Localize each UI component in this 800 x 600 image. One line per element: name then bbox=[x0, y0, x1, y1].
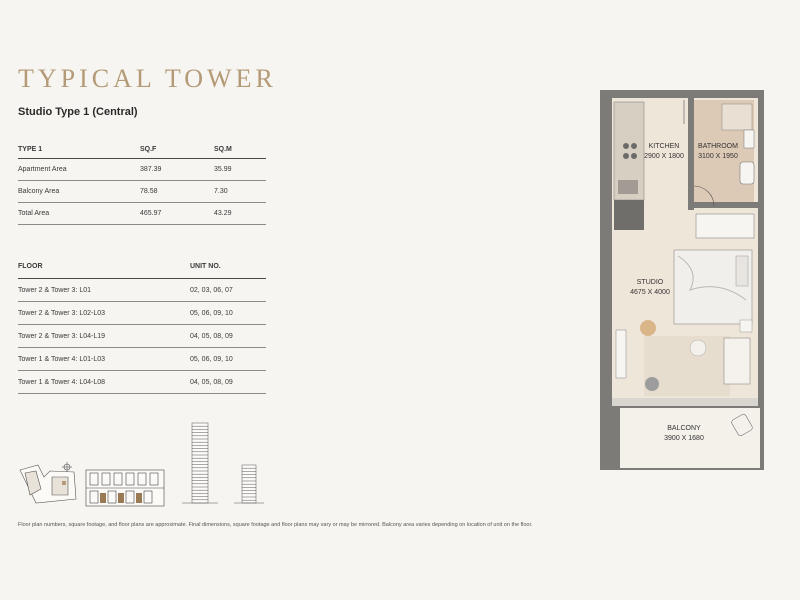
ottoman bbox=[645, 377, 659, 391]
toilet bbox=[740, 162, 754, 184]
bathroom-dims: 3100 X 1950 bbox=[698, 153, 738, 160]
hob-icon bbox=[623, 153, 629, 159]
site-key-plan bbox=[20, 462, 76, 503]
hob-icon bbox=[631, 143, 637, 149]
kitchen-sink bbox=[618, 180, 638, 194]
floor-cell: Tower 2 & Tower 3: L04-L19 bbox=[18, 325, 190, 348]
hob-icon bbox=[623, 143, 629, 149]
sofa bbox=[724, 338, 750, 384]
area-header-type: TYPE 1 bbox=[18, 140, 140, 159]
vanity bbox=[744, 130, 754, 148]
area-label: Apartment Area bbox=[18, 159, 140, 181]
table-row bbox=[18, 181, 266, 203]
area-header-sqf: SQ.F bbox=[140, 140, 214, 159]
tv-unit bbox=[616, 330, 626, 378]
kitchen-label: KITCHEN bbox=[648, 143, 680, 150]
table-row bbox=[18, 371, 266, 394]
area-sqm: 35.99 bbox=[214, 159, 266, 181]
balcony-label: BALCONY bbox=[667, 425, 701, 432]
unit-cell: 02, 03, 06, 07 bbox=[190, 279, 266, 302]
area-sqf: 465.97 bbox=[140, 203, 214, 225]
area-sqf: 78.58 bbox=[140, 181, 214, 203]
studio-dims: 4675 X 4000 bbox=[630, 289, 670, 296]
table-row bbox=[18, 302, 266, 325]
unit-cell: 05, 06, 09, 10 bbox=[190, 348, 266, 371]
armchair bbox=[690, 340, 706, 356]
area-sqf: 387.39 bbox=[140, 159, 214, 181]
side-table bbox=[640, 320, 656, 336]
bathroom-label: BATHROOM bbox=[698, 143, 738, 150]
floor-header: FLOOR bbox=[18, 254, 190, 279]
entrance-opening bbox=[644, 98, 678, 101]
area-table bbox=[18, 140, 266, 225]
floor-cell: Tower 2 & Tower 3: L02-L03 bbox=[18, 302, 190, 325]
studio-label: STUDIO bbox=[636, 279, 664, 286]
area-label: Balcony Area bbox=[18, 181, 140, 203]
floor-cell: Tower 2 & Tower 3: L01 bbox=[18, 279, 190, 302]
shower bbox=[722, 104, 752, 130]
wardrobe bbox=[696, 214, 754, 238]
nightstand bbox=[740, 320, 752, 332]
bathroom-wall bbox=[688, 202, 758, 208]
area-header-sqm: SQ.M bbox=[214, 140, 266, 159]
studio-floor-plan bbox=[600, 90, 764, 470]
unit-cell: 04, 05, 08, 09 bbox=[190, 371, 266, 394]
table-row bbox=[18, 159, 266, 181]
area-sqm: 43.29 bbox=[214, 203, 266, 225]
floor-table-header bbox=[18, 254, 266, 279]
unit-cell: 05, 06, 09, 10 bbox=[190, 302, 266, 325]
page-title: TYPICAL TOWER bbox=[18, 64, 277, 93]
building-key-plan bbox=[86, 470, 164, 506]
bathroom-wall bbox=[688, 98, 694, 210]
disclaimer-note: Floor plan numbers, square footage, and floor plans are approximate. Final dimensions, square footage and floor plans may vary or may be mirrored. Balcony area varies depending on location of unit on the floor. bbox=[18, 522, 533, 528]
floor-unit-table bbox=[18, 254, 266, 394]
floor-cell: Tower 1 & Tower 4: L01-L03 bbox=[18, 348, 190, 371]
unit-no-header: UNIT NO. bbox=[190, 254, 266, 279]
table-row bbox=[18, 203, 266, 225]
area-table-header bbox=[18, 140, 266, 159]
table-row bbox=[18, 279, 266, 302]
pillow bbox=[736, 256, 748, 286]
balcony-dims: 3900 X 1680 bbox=[664, 435, 704, 442]
area-sqm: 7.30 bbox=[214, 181, 266, 203]
kitchen-dims: 2900 X 1800 bbox=[644, 153, 684, 160]
key-plans bbox=[16, 415, 296, 515]
hob-icon bbox=[631, 153, 637, 159]
table-row bbox=[18, 348, 266, 371]
short-tower-elevation bbox=[234, 465, 264, 503]
kitchen-wall bbox=[614, 200, 644, 230]
unit-type-subtitle: Studio Type 1 (Central) bbox=[18, 106, 138, 118]
floor-cell: Tower 1 & Tower 4: L04-L08 bbox=[18, 371, 190, 394]
balcony-glazing bbox=[612, 398, 758, 406]
tall-tower-elevation bbox=[182, 423, 218, 503]
area-label: Total Area bbox=[18, 203, 140, 225]
table-row bbox=[18, 325, 266, 348]
unit-cell: 04, 05, 08, 09 bbox=[190, 325, 266, 348]
